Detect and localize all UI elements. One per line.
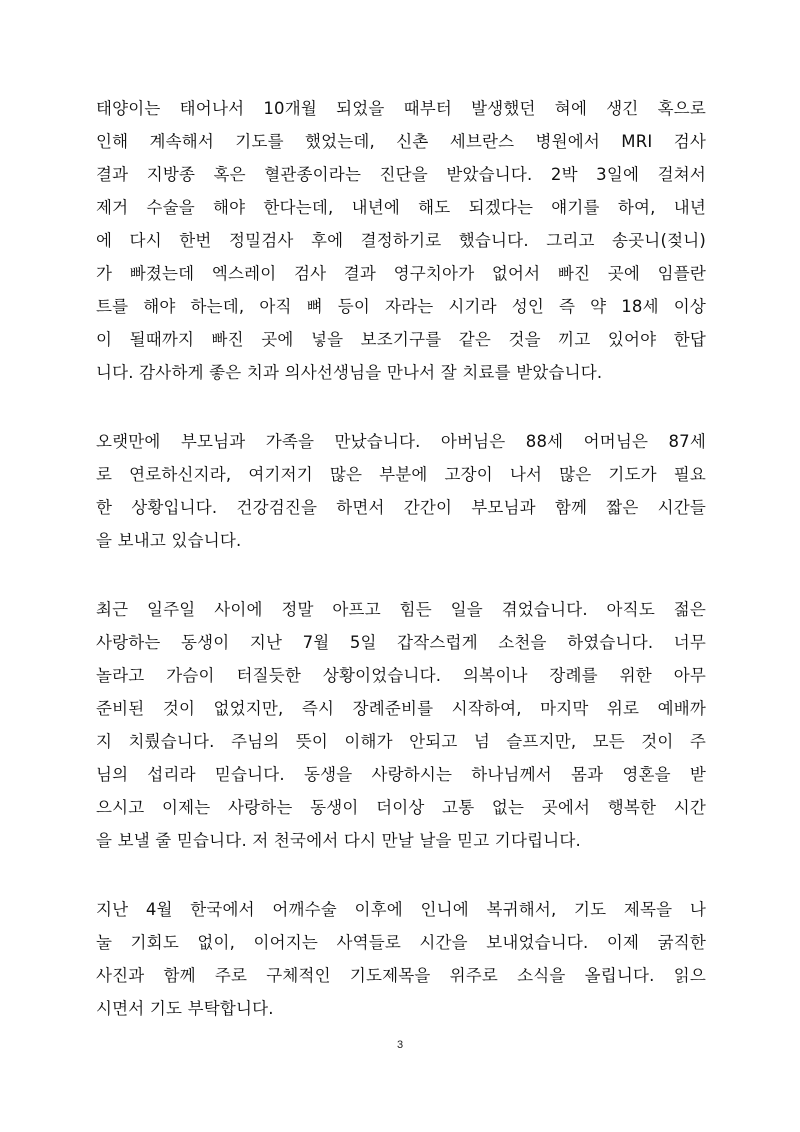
text-line: 을 보낼 줄 믿습니다. 저 천국에서 다시 만날 날을 믿고 기다립니다.	[96, 831, 581, 850]
text-line: 준비된 것이 없었지만, 즉시 장례준비를 시작하여, 마지막 위로 예배까	[96, 699, 706, 718]
body-text	[96, 92, 706, 1061]
text-line: 결과 지방종 혹은 혈관종이라는 진단을 받았습니다. 2박 3일에 걸쳐서	[96, 165, 706, 184]
text-line: 을 보내고 있습니다.	[96, 531, 242, 550]
text-line: 놀라고 가슴이 터질듯한 상황이었습니다. 의복이나 장례를 위한 아무	[96, 666, 706, 685]
text-line: 에 다시 한번 정밀검사 후에 결정하기로 했습니다. 그리고 송곳니(젖니)	[96, 231, 706, 250]
paragraph	[96, 92, 706, 389]
page-number: 3	[396, 1039, 404, 1051]
text-line: 사랑하는 동생이 지난 7월 5일 갑작스럽게 소천을 하였습니다. 너무	[96, 633, 706, 652]
paragraph	[96, 893, 706, 1025]
text-line: 태양이는 태어나서 10개월 되었을 때부터 발생했던 혀에 생긴 혹으로	[96, 99, 706, 118]
text-line: 사진과 함께 주로 구체적인 기도제목을 위주로 소식을 올립니다. 읽으	[96, 966, 706, 985]
text-line: 제거 수술을 해야 한다는데, 내년에 해도 되겠다는 얘기를 하여, 내년	[96, 198, 706, 217]
text-line: 한 상황입니다. 건강검진을 하면서 간간이 부모님과 함께 짧은 시간들	[96, 498, 706, 517]
paragraph	[96, 425, 706, 557]
paragraph	[96, 593, 706, 857]
text-line: 시면서 기도 부탁합니다.	[96, 999, 274, 1018]
text-line: 님의 섭리라 믿습니다. 동생을 사랑하시는 하나님께서 몸과 영혼을 받	[96, 765, 706, 784]
text-line: 인해 계속해서 기도를 했었는데, 신촌 세브란스 병원에서 MRI 검사	[96, 132, 706, 151]
text-line: 이 될때까지 빠진 곳에 넣을 보조기구를 같은 것을 끼고 있어야 한답	[96, 330, 706, 349]
text-line: 트를 해야 하는데, 아직 뼈 등이 자라는 시기라 성인 즉 약 18세 이상	[96, 297, 706, 316]
text-line: 최근 일주일 사이에 정말 아프고 힘든 일을 겪었습니다. 아직도 젊은	[96, 600, 706, 619]
text-line: 니다. 감사하게 좋은 치과 의사선생님을 만나서 잘 치료를 받았습니다.	[96, 363, 603, 382]
text-line: 지 치뤘습니다. 주님의 뜻이 이해가 안되고 넘 슬프지만, 모든 것이 주	[96, 732, 706, 751]
text-line: 오랫만에 부모님과 가족을 만났습니다. 아버님은 88세 어머님은 87세	[96, 432, 706, 451]
text-line: 로 연로하신지라, 여기저기 많은 부분에 고장이 나서 많은 기도가 필요	[96, 465, 706, 484]
text-line: 지난 4월 한국에서 어깨수술 이후에 인니에 복귀해서, 기도 제목을 나	[96, 900, 706, 919]
text-line: 으시고 이제는 사랑하는 동생이 더이상 고통 없는 곳에서 행복한 시간	[96, 798, 706, 817]
text-line: 가 빠졌는데 엑스레이 검사 결과 영구치아가 없어서 빠진 곳에 임플란	[96, 264, 706, 283]
text-line: 눌 기회도 없이, 이어지는 사역들로 시간을 보내었습니다. 이제 굵직한	[96, 933, 706, 952]
